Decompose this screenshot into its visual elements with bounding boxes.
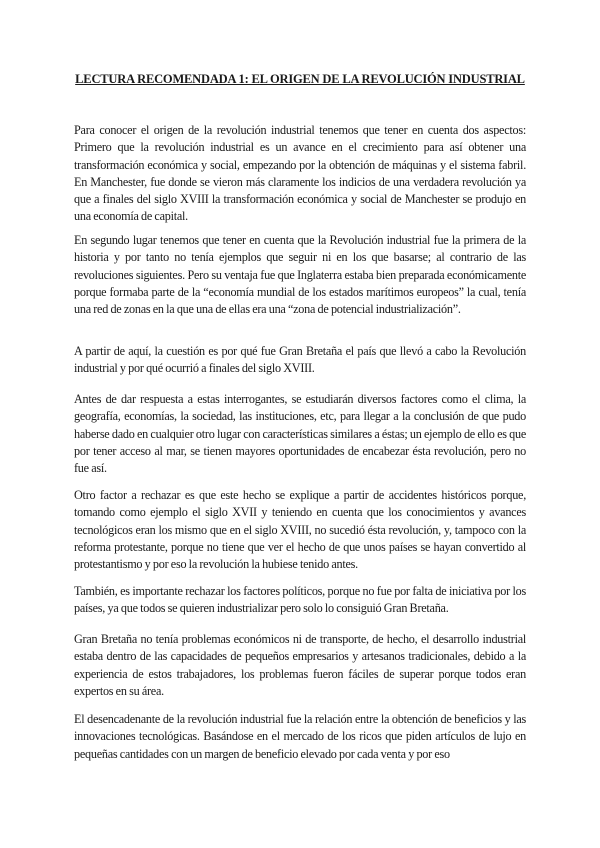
paragraph-6: También, es importante rechazar los factores políticos, porque no fue por falta de iniciativa por los países, ya que todos se quieren industrializar pero solo lo consiguió Gran Bretaña. bbox=[74, 584, 526, 616]
paragraph-8: El desencadenante de la revolución industrial fue la relación entre la obtención de beneficios y las innovaciones tecnológicas. Basándose en el mercado de los ricos que piden artículos de lujo en pequeñas cantidades con un margen de beneficio elevado por cada venta y por eso bbox=[74, 712, 526, 761]
paragraph-2: En segundo lugar tenemos que tener en cuenta que la Revolución industrial fue la primera de la historia y por tanto no tenía ejemplos que seguir ni en los que basarse; al contrario de las revoluciones siguientes. Pero su ventaja fue que Inglaterra estaba bien preparada económicamente porque formaba parte de la “economía mundial de los estados marítimos europeos” la cual, tenía una red de zonas en la que una de ellas era una “zona de potencial industrialización”. bbox=[74, 233, 526, 317]
paragraph-1: Para conocer el origen de la revolución industrial tenemos que tener en cuenta dos aspectos: Primero que la revolución industrial es un avance en el crecimiento para así obtener una transformación económica y social, empezando por la obtención de máquinas y el sistema fabril. En Manchester, fue donde se vieron más claramente los indicios de una verdadera revolución ya que a finales del siglo XVIII la transformación económica y social de Manchester se produjo en una economía de capital. bbox=[74, 123, 526, 224]
paragraph-3: A partir de aquí, la cuestión es por qué fue Gran Bretaña el país que llevó a cabo la Revolución industrial y por qué ocurrió a finales del siglo XVIII. bbox=[74, 344, 526, 376]
paragraph-4: Antes de dar respuesta a estas interrogantes, se estudiarán diversos factores como el clima, la geografía, economías, la sociedad, las instituciones, etc, para llegar a la conclusión de que pudo haberse dado en cualquier otro lugar con características similares a éstas; un ejemplo de ello es que por tener acceso al mar, se tienen mayores oportunidades de encabezar ésta revolución, pero no fue así. bbox=[74, 392, 526, 476]
document-title: LECTURA RECOMENDADA 1: EL ORIGEN DE LA REVOLUCIÓN INDUSTRIAL bbox=[75, 72, 525, 86]
paragraph-5: Otro factor a rechazar es que este hecho se explique a partir de accidentes históricos porque, tomando como ejemplo el siglo XVII y teniendo en cuenta que los conocimientos y avances tecnológicos eran los mismo que en el siglo XVIII, no sucedió ésta revolución, y, tampoco con la reforma protestante, porque no tiene que ver el hecho de que unos países se hayan convertido al protestantismo y por eso la revolución la hubiese tenido antes. bbox=[74, 488, 526, 572]
paragraph-7: Gran Bretaña no tenía problemas económicos ni de transporte, de hecho, el desarrollo industrial estaba dentro de las capacidades de pequeños empresarios y artesanos tradicionales, debido a la experiencia de estos trabajadores, los problemas fueron fáciles de superar porque todos eran expertos en su área. bbox=[74, 632, 526, 698]
